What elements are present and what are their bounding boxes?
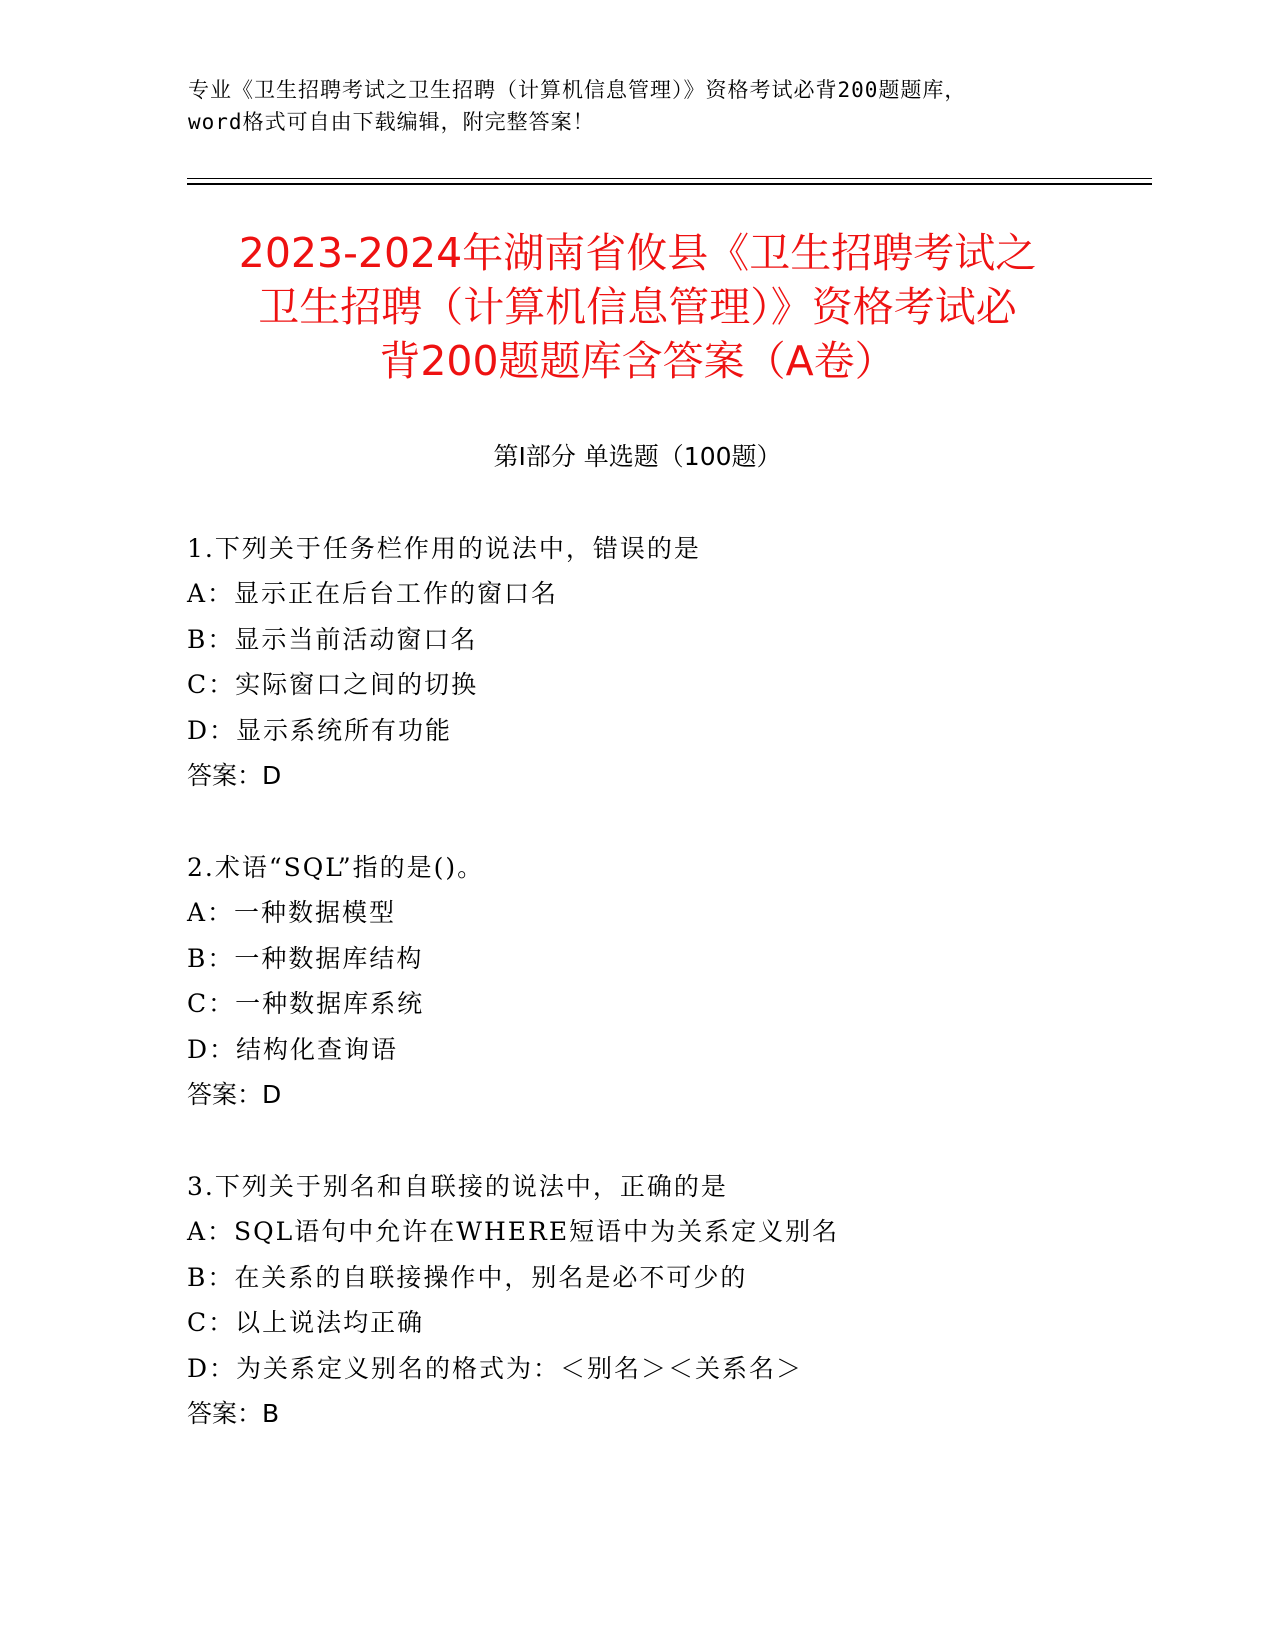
option-d: D：结构化查询语 (187, 1034, 399, 1064)
option-a: A：SQL语句中允许在WHERE短语中为关系定义别名 (187, 1217, 840, 1247)
title-line: 2023-2024年湖南省攸县《卫生招聘考试之 (238, 229, 1037, 277)
header-divider-thin (187, 178, 1152, 179)
question-3 (187, 1164, 1147, 1436)
option-c: C：实际窗口之间的切换 (187, 670, 479, 700)
option-d: D：显示系统所有功能 (187, 715, 453, 745)
answer: 答案：B (187, 1398, 280, 1428)
option-b: B：一种数据库结构 (187, 943, 424, 973)
option-d: D：为关系定义别名的格式为：＜别名＞＜关系名＞ (187, 1353, 804, 1383)
answer: 答案：D (187, 1079, 282, 1109)
header-divider-thick (187, 183, 1152, 185)
option-b: B：在关系的自联接操作中，别名是必不可少的 (187, 1262, 748, 1292)
answer: 答案：D (187, 760, 282, 790)
option-b: B：显示当前活动窗口名 (187, 624, 478, 654)
intro-text (188, 74, 1088, 138)
intro-line: 专业《卫生招聘考试之卫生招聘（计算机信息管理）》资格考试必背200题题库， (188, 78, 967, 102)
section-heading: 第I部分 单选题（100题） (493, 442, 782, 471)
document-title (150, 226, 1125, 388)
intro-line: word格式可自由下载编辑，附完整答案！ (188, 110, 595, 134)
title-line: 卫生招聘（计算机信息管理）》资格考试必 (258, 283, 1017, 331)
option-a: A：一种数据模型 (187, 898, 397, 928)
question-2 (187, 845, 1147, 1117)
question-stem: 1.下列关于任务栏作用的说法中，错误的是 (187, 534, 701, 563)
question-stem: 3.下列关于别名和自联接的说法中，正确的是 (187, 1172, 728, 1201)
question-stem: 2.术语“SQL”指的是()。 (187, 853, 485, 882)
title-line: 背200题题库含答案（A卷） (379, 337, 896, 385)
option-c: C：以上说法均正确 (187, 1308, 425, 1338)
option-a: A：显示正在后台工作的窗口名 (187, 579, 559, 609)
option-c: C：一种数据库系统 (187, 989, 425, 1019)
question-1 (187, 526, 1147, 798)
